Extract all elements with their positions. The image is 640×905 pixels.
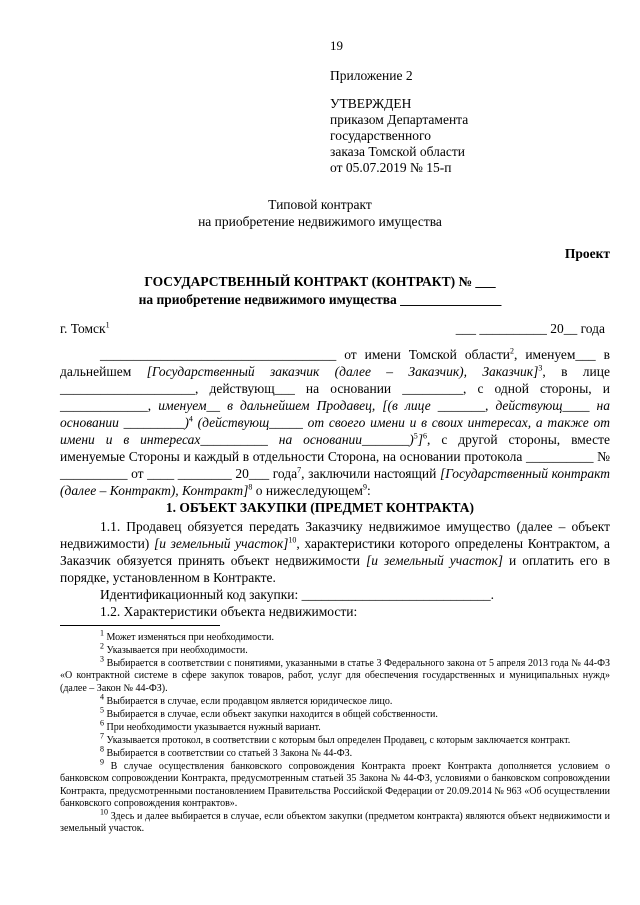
page-number: 19 bbox=[330, 38, 343, 53]
footnote-item bbox=[60, 705, 610, 721]
footnote-item bbox=[60, 757, 610, 811]
footnote-text: Здесь и далее выбирается в случае, если объектом закупки (предметом контракта) являются объект недвижимости и земельный участок. bbox=[60, 811, 610, 835]
footnote-ref: 3 bbox=[538, 363, 543, 373]
footnote-text: Выбирается в случае, если продавцом является юридическое лицо. bbox=[104, 695, 393, 707]
footnote-item bbox=[60, 628, 610, 644]
footnote-item bbox=[60, 692, 610, 708]
footnote-number: 4 bbox=[100, 692, 104, 702]
footnote-ref: 4 bbox=[188, 414, 193, 424]
footnote-number: 2 bbox=[100, 641, 104, 651]
footnote-ref: 6 bbox=[423, 431, 428, 441]
footnote-text: Указывается при необходимости. bbox=[104, 645, 248, 656]
footnote-ref: 9 bbox=[362, 482, 367, 492]
approval-line: заказа Томской области bbox=[330, 144, 465, 159]
approval-block bbox=[330, 96, 468, 176]
footnote-item bbox=[60, 731, 610, 747]
footnote-number: 9 bbox=[100, 757, 104, 767]
contract-date: ___ __________ 20__ года bbox=[455, 321, 605, 336]
approval-heading: УТВЕРЖДЕН bbox=[330, 96, 412, 111]
section-title: 1. ОБЪЕКТ ЗАКУПКИ (ПРЕДМЕТ КОНТРАКТА) bbox=[165, 500, 475, 515]
contract-title-line: ГОСУДАРСТВЕННЫЙ КОНТРАКТ (КОНТРАКТ) № ___ bbox=[144, 274, 496, 289]
footnote-number: 10 bbox=[100, 807, 108, 817]
footnote-item bbox=[60, 744, 610, 760]
footnote-separator bbox=[60, 625, 220, 626]
approval-line: от 05.07.2019 № 15-п bbox=[330, 160, 452, 175]
contract-title bbox=[0, 273, 640, 309]
footnote-item bbox=[60, 718, 610, 734]
footnote-ref: 5 bbox=[413, 431, 418, 441]
clause-1-2: 1.2. Характеристики объекта недвижимости: bbox=[100, 604, 358, 619]
footnote-ref: 7 bbox=[297, 465, 302, 475]
approval-line: приказом Департамента bbox=[330, 112, 469, 127]
footnote-ref: 10 bbox=[288, 535, 297, 545]
footnote-number: 7 bbox=[100, 731, 104, 741]
approval-line: государственного bbox=[330, 128, 431, 143]
template-title-line: Типовой контракт bbox=[268, 197, 372, 212]
footnote-number: 8 bbox=[100, 744, 104, 754]
footnote-item bbox=[60, 654, 610, 695]
footnote-item bbox=[60, 641, 610, 657]
footnote-number: 5 bbox=[100, 705, 104, 715]
template-title bbox=[0, 196, 640, 230]
footnote-text: При необходимости указывается нужный вариант. bbox=[104, 721, 321, 733]
footnote-text: В случае осуществления банковского сопровождения Контракта проект Контракта дополняется условием о банковском сопровождении Контракта, предусмотренным статьей 35 Закона № 44-ФЗ, условиями о банковском сопровождении Контракта, предусмотренными постановлением Правительства Российской Федерации от 20.09.2014 № 963 «Об осуществлении банковского сопровождения контрактов». bbox=[60, 760, 610, 810]
draft-label: Проект bbox=[564, 246, 610, 261]
footnote-ref: 1 bbox=[105, 320, 110, 330]
footnote-ref: 2 bbox=[510, 346, 514, 356]
footnote-text: Выбирается в соответствии со статьей 3 Закона № 44-ФЗ. bbox=[104, 747, 353, 759]
contract-title-line: на приобретение недвижимого имущества _______________ bbox=[138, 292, 502, 307]
template-title-line: на приобретение недвижимого имущества bbox=[198, 214, 442, 229]
appendix-label: Приложение 2 bbox=[330, 68, 413, 83]
footnote-text: Выбирается в случае, если объект закупки находится в общей собственности. bbox=[104, 708, 438, 720]
footnote-text: Может изменяться при необходимости. bbox=[104, 632, 275, 643]
footnote-number: 3 bbox=[100, 654, 104, 664]
footnotes bbox=[60, 628, 610, 836]
clause-1-1: 1.1. Продавец обязуется передать Заказчику недвижимое имущество (далее – объект недвижимости) [и земельный участок]$^{10}$, характеристики которого определены Контрактом, а Заказчик обязуется принять объект недвижимости [и земельный участок] и оплатить его в порядке, установленном в Контракте. Идентификационный код закупки: ____________________________. 1.2. Характеристики объекта недвижимости: bbox=[60, 519, 611, 619]
purchase-code-line: Идентификационный код закупки: ____________________________. bbox=[100, 587, 495, 602]
preamble: ___________________________________ от имени Томской области$^2$, именуем___ в дальнейшем [Государственный заказчик (далее – Заказчик), Заказчик]$^3$, в лице ____________________, действующ___ на основании _________, с одной стороны, и _____________, именуем__ в дальнейшем Продавец, [(в лице _______, действующ____ на основании _________)$^4$ (действующ_____ от своего имени и в своих интересах, а также от имени и в интересах__________ на основании_______)$^5$]$^6$, с другой стороны, вместе именуемые Стороны и каждый в отдельности Сторона, на основании протокола __________ № __________ от ____ ________ 20___ года$^7$, заключили настоящий [Государственный контракт (далее – Контракт), Контракт]$^8$ о нижеследующем$^9$: bbox=[60, 346, 611, 498]
footnote-ref: 8 bbox=[248, 482, 253, 492]
footnote-number: 6 bbox=[100, 718, 104, 728]
footnote-number: 1 bbox=[100, 628, 104, 638]
footnote-text: Выбирается в соответствии с понятиями, указанными в статье 3 Федерального закона от 5 апреля 2013 года № 44-ФЗ «О контрактной системе в сфере закупок товаров, работ, услуг для обеспечения государственных и муниципальных нужд» (далее – Закон № 44-ФЗ). bbox=[60, 658, 610, 694]
footnote-text: Указывается протокол, в соответствии с которым был определен Продавец, с которым заключается контракт. bbox=[104, 734, 571, 746]
contract-place: г. Томск$^1$ bbox=[60, 320, 110, 336]
footnote-item bbox=[60, 807, 610, 836]
